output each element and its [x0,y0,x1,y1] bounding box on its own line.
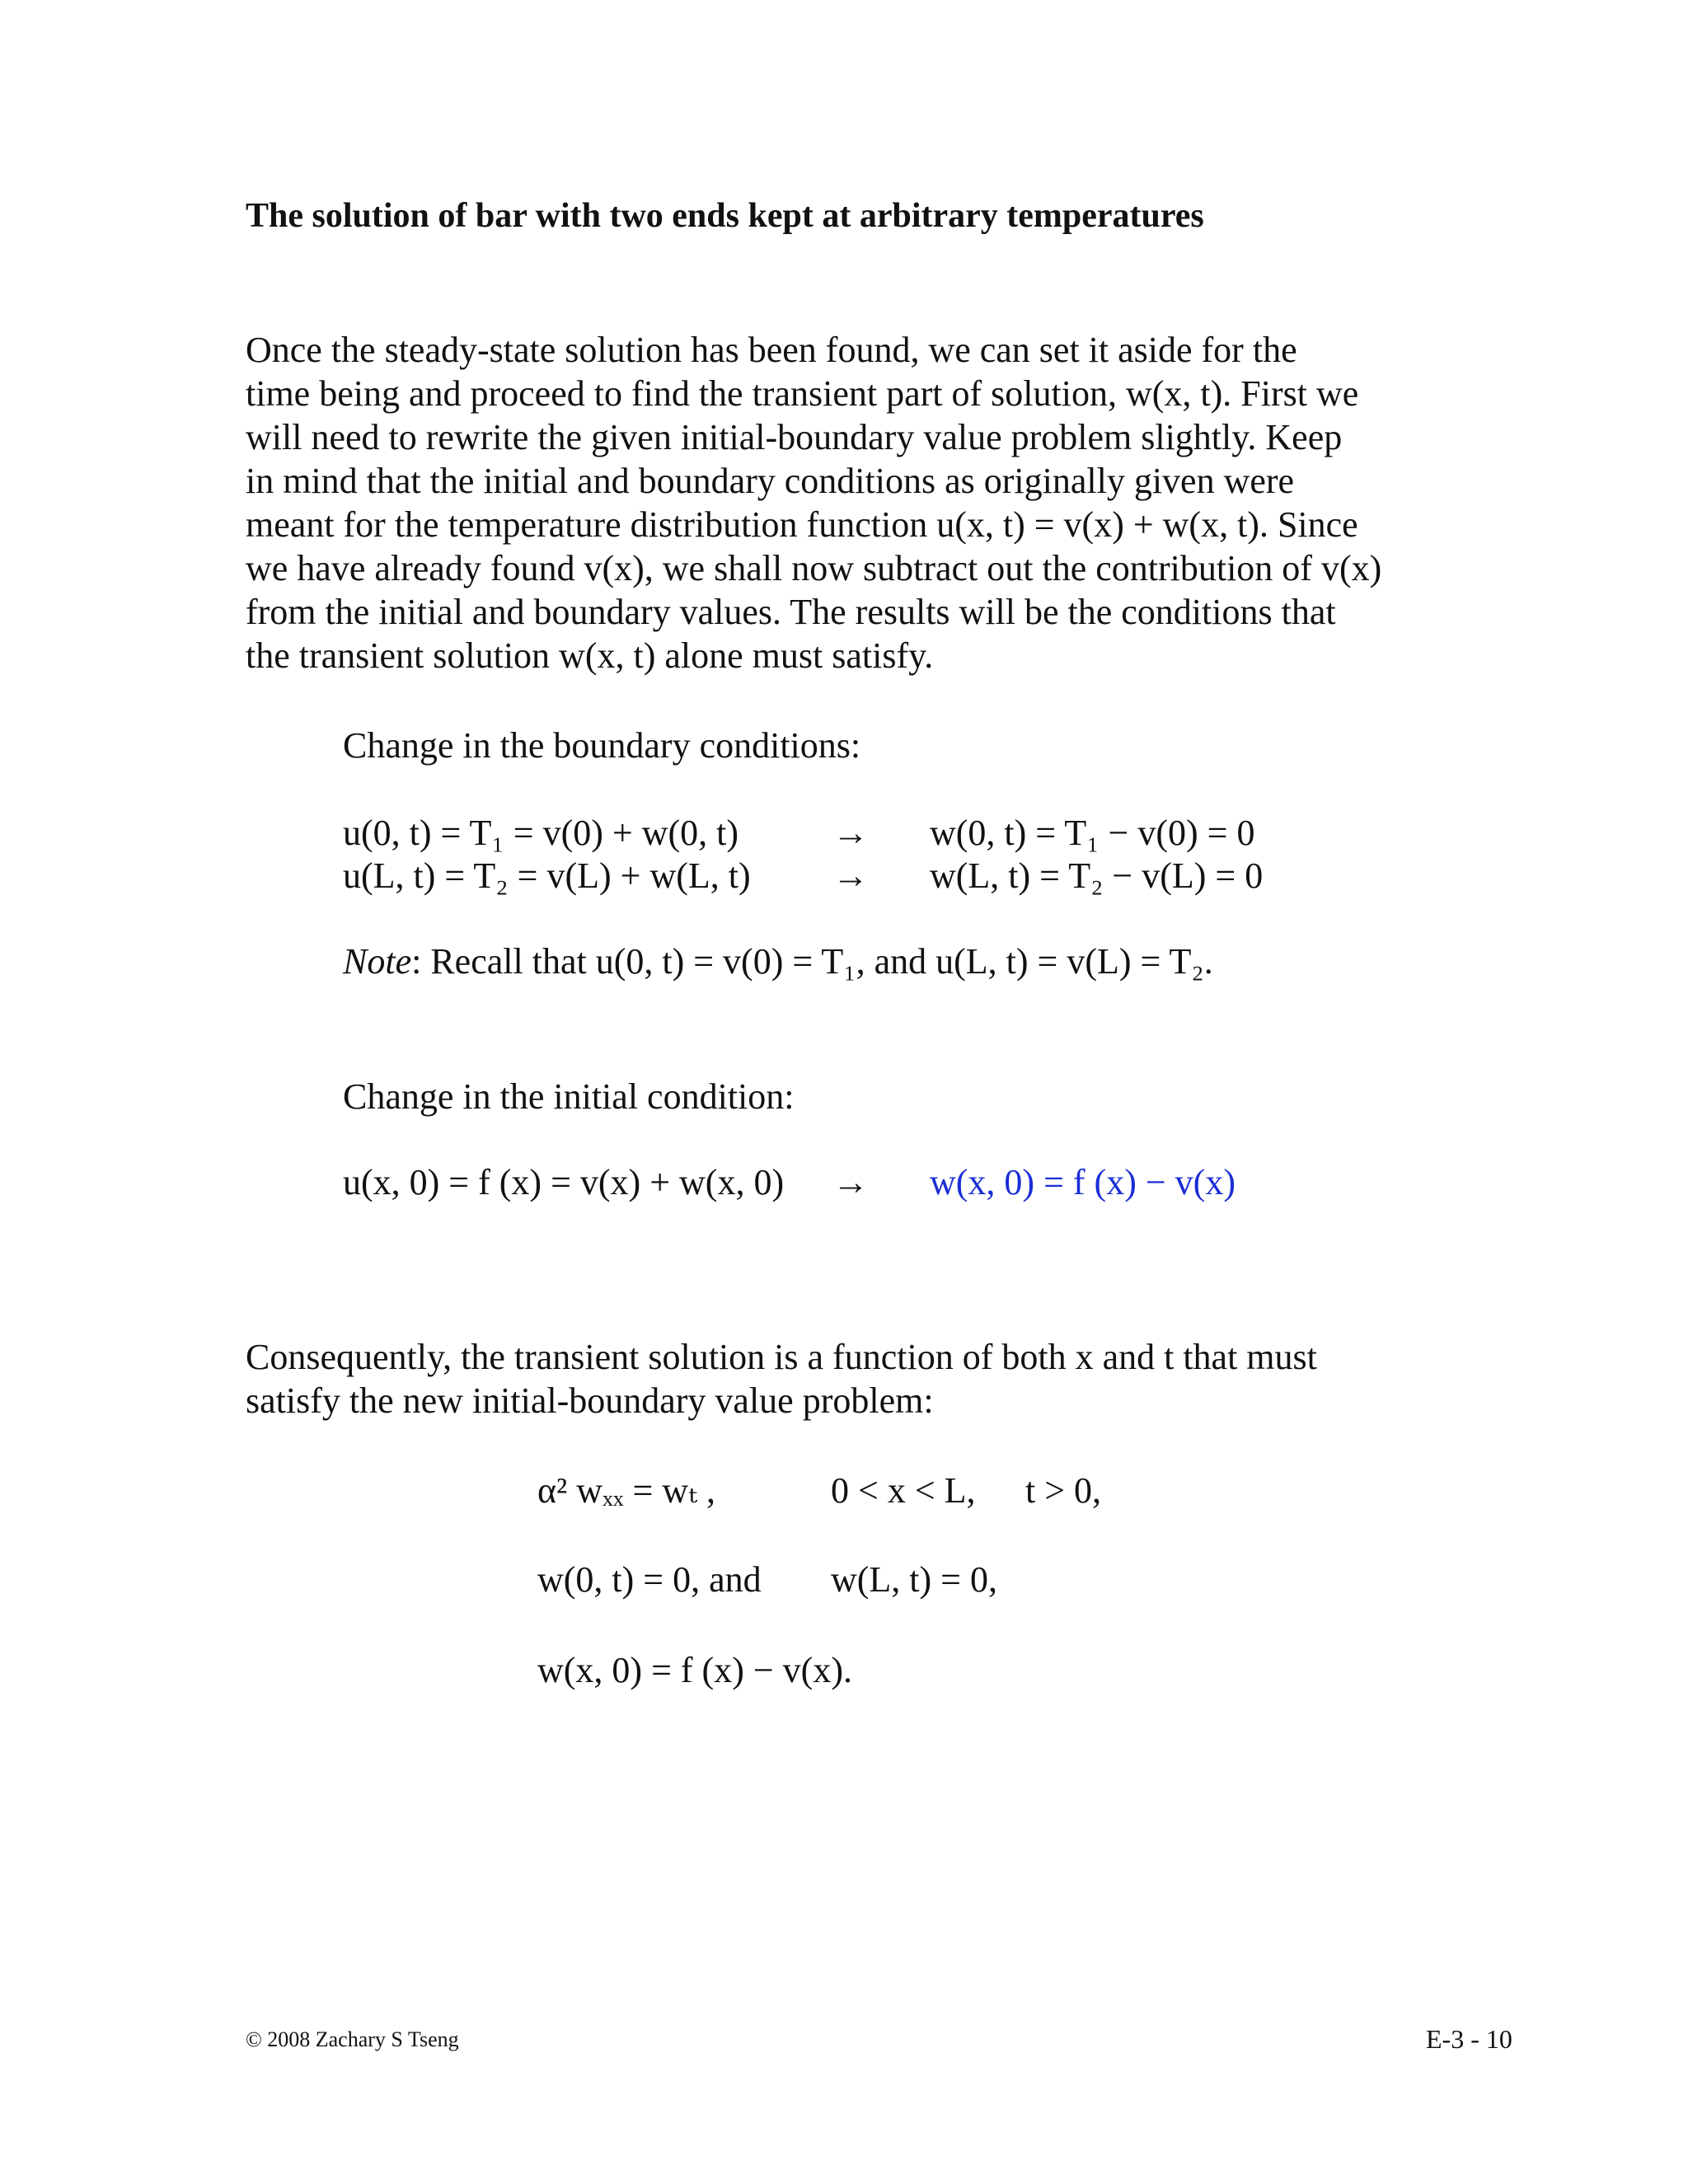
paragraph-line: satisfy the new initial-boundary value problem: [246,1380,934,1421]
arrow-icon: → [832,855,869,896]
note [343,940,1213,983]
consequence-paragraph [246,1335,1317,1422]
paragraph-line: we have already found v(x), we shall now subtract out the contribution of v(x) [246,548,1382,588]
heat-equation: α² wₓₓ = wₜ , [537,1470,715,1511]
domain-condition: 0 < x < L, [831,1470,976,1511]
boundary-condition-right: w(L, t) = 0, [831,1559,997,1600]
paragraph-line: will need to rewrite the given initial-boundary value problem slightly. Keep [246,417,1343,457]
paragraph-line: time being and proceed to find the transient part of solution, w(x, t). First we [246,373,1359,414]
paragraph-line: meant for the temperature distribution function u(x, t) = v(x) + w(x, t). Since [246,504,1358,545]
note-label: Note [343,941,412,982]
initial-heading: Change in the initial condition: [343,1076,795,1117]
intro-paragraph [246,328,1381,677]
paragraph-line: in mind that the initial and boundary conditions as originally given were [246,461,1295,501]
paragraph-line: the transient solution w(x, t) alone must satisfy. [246,635,934,676]
time-condition: t > 0, [1025,1470,1102,1511]
boundary-eq-right-2: w(L, t) = T₂ − v(L) = 0 [930,855,1264,896]
boundary-heading: Change in the boundary conditions: [343,725,861,766]
page-number: E-3 - 10 [1426,2024,1512,2054]
paragraph-line: Once the steady-state solution has been found, we can set it aside for the [246,330,1297,370]
boundary-eq-left-2: u(L, t) = T₂ = v(L) + w(L, t) [343,855,751,896]
initial-condition: w(x, 0) = f (x) − v(x). [537,1650,852,1690]
arrow-icon: → [832,813,869,853]
boundary-condition-left: w(0, t) = 0, and [537,1559,762,1600]
section-title: The solution of bar with two ends kept at arbitrary temperatures [246,197,1204,235]
initial-eq-right: w(x, 0) = f (x) − v(x) [930,1162,1236,1202]
paragraph-line: from the initial and boundary values. The results will be the conditions that [246,592,1336,632]
copyright-footer: © 2008 Zachary S Tseng [246,2027,459,2051]
note-text: : Recall that u(0, t) = v(0) = T₁, and u(L, t) = v(L) = T₂. [411,941,1213,982]
arrow-icon: → [832,1162,869,1202]
paragraph-line: Consequently, the transient solution is a function of both x and t that must [246,1337,1317,1377]
boundary-eq-left-1: u(0, t) = T₁ = v(0) + w(0, t) [343,813,739,853]
boundary-eq-right-1: w(0, t) = T₁ − v(0) = 0 [930,813,1255,853]
initial-eq-left: u(x, 0) = f (x) = v(x) + w(x, 0) [343,1162,785,1202]
